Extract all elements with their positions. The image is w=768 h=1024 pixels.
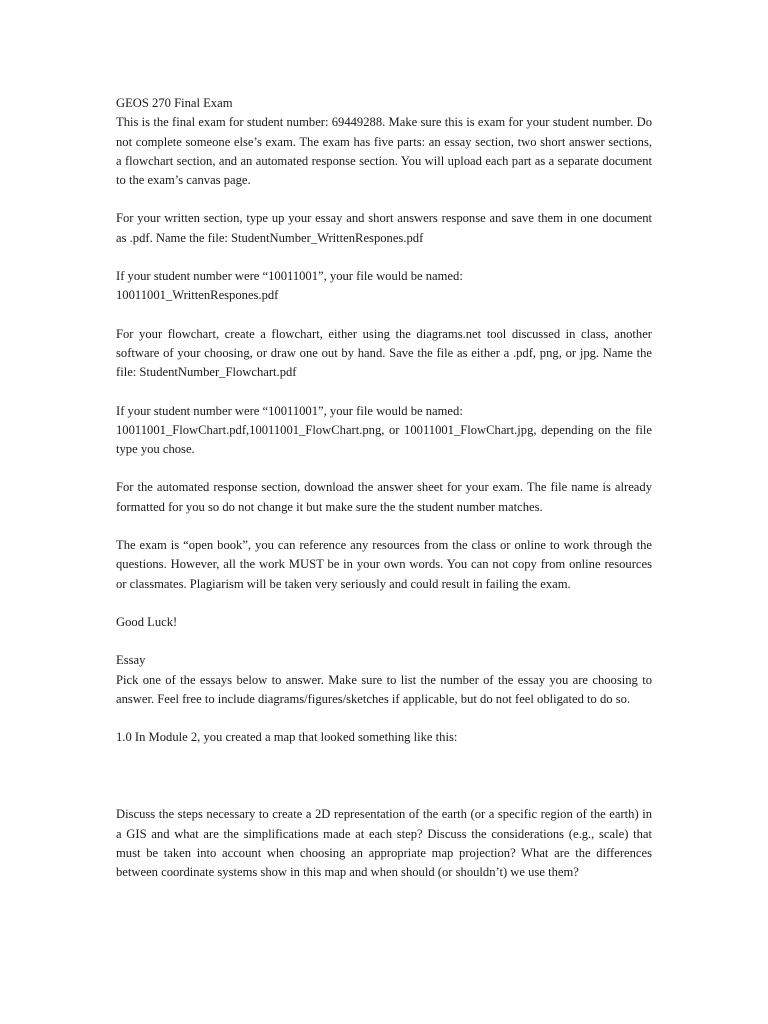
spacer — [116, 383, 652, 402]
essay-heading: Essay — [116, 653, 146, 668]
flowchart-section-paragraph: For your flowchart, create a flowchart, either using the diagrams.net tool discussed in class, another software of your choosing, or draw one out by hand. Save the file as either a .pdf, png, or jpg. Name the file: StudentNumber_Flowchart.pdf — [116, 326, 652, 380]
open-book-paragraph: The exam is “open book”, you can reference any resources from the class or online to work through the questions. However, all the work MUST be in your own words. You can not copy from online resources or classmates. Plagiarism will be taken very seriously and could result in failing the exam. — [116, 538, 652, 591]
question-1-intro: 1.0 In Module 2, you created a map that looked something like this: — [116, 730, 458, 745]
automated-section-paragraph: For the automated response section, download the answer sheet for your exam. The file name is already formatted for you so do not change it but make sure the the student number matches. — [116, 480, 652, 514]
spacer — [116, 709, 652, 728]
good-luck-text: Good Luck! — [116, 614, 178, 629]
spacer — [116, 459, 652, 478]
written-example-line: If your student number were “10011001”, your file would be named: — [116, 269, 463, 284]
document-title: GEOS 270 Final Exam — [116, 96, 233, 110]
essay-instructions: Pick one of the essays below to answer. Make sure to list the number of the essay you are choosing to answer. Feel free to include diagrams/figures/sketches if applicable, but do not feel obligated to do so. — [116, 672, 652, 706]
flowchart-example-filenames: 10011001_FlowChart.pdf,10011001_FlowChart.png, or 10011001_FlowChart.jpg, depending on the file type you chose. — [116, 422, 652, 457]
spacer — [116, 248, 652, 267]
missing-map-figure-space — [116, 747, 652, 805]
spacer — [116, 517, 652, 536]
written-example-filename: 10011001_WrittenRespones.pdf — [116, 288, 279, 303]
spacer — [116, 594, 652, 613]
spacer — [116, 632, 652, 651]
written-section-paragraph: For your written section, type up your essay and short answers response and save them in one document as .pdf. Name the file: StudentNumber_WrittenRespones.pdf — [116, 211, 652, 245]
spacer — [116, 306, 652, 325]
spacer — [116, 190, 652, 209]
flowchart-example-line: If your student number were “10011001”, your file would be named: — [116, 403, 463, 418]
question-1-body: Discuss the steps necessary to create a 2D representation of the earth (or a specific region of the earth) in a GIS and what are the simplifications made at each step? Discuss the considerations (e.g., scale) that must be taken into account when choosing an appropriate map projection? What are the differences between coordinate systems show in this map and when should (or shouldn’t) we use them? — [116, 807, 652, 880]
exam-document — [116, 94, 652, 883]
intro-paragraph: This is the final exam for student number: 69449288. Make sure this is exam for your student number. Do not complete someone else’s exam. The exam has five parts: an essay section, two short answer sections, a flowchart section, and an automated response section. You will upload each part as a separate document to the exam’s canvas page. — [116, 115, 652, 188]
